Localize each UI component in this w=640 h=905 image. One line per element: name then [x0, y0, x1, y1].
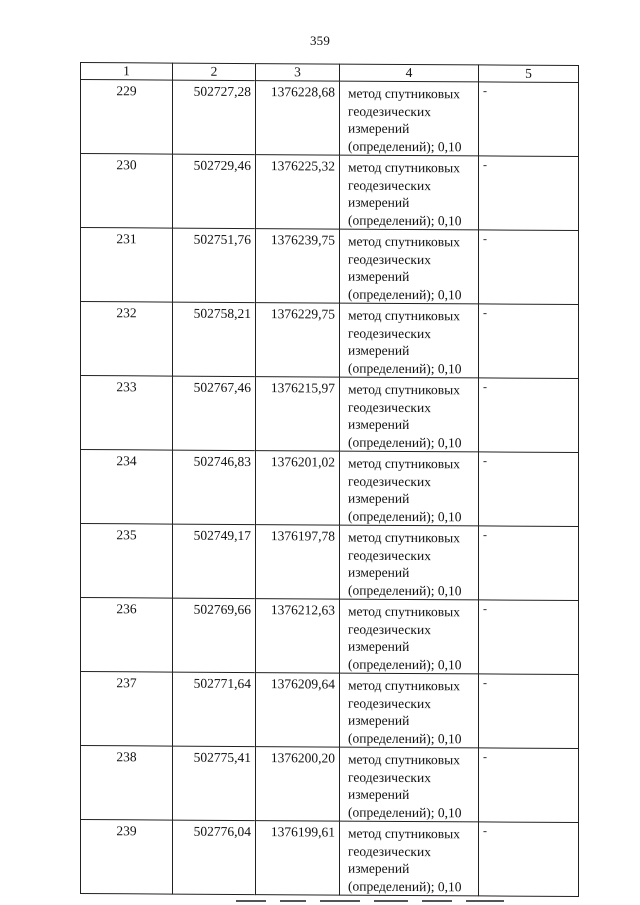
- column-5-cell: -: [479, 526, 579, 601]
- coordinate-y-cell: 1376228,68: [256, 81, 340, 156]
- page-number: 359: [309, 33, 331, 48]
- table-row: [81, 450, 579, 527]
- method-cell: метод спутниковых геодезических измерений (определений); 0,10: [340, 673, 479, 748]
- coordinate-y-cell: 1376199,61: [256, 821, 340, 896]
- method-cell: метод спутниковых геодезических измерений (определений); 0,10: [340, 377, 479, 452]
- point-number-cell: 229: [81, 80, 173, 155]
- header-col-2: 2: [173, 63, 256, 81]
- coordinate-y-cell: 1376197,78: [256, 525, 340, 600]
- coordinate-y-cell: 1376215,97: [256, 377, 340, 452]
- coordinate-x-cell: 502746,83: [173, 450, 256, 525]
- coordinate-y-cell: 1376201,02: [256, 451, 340, 526]
- table-row: [81, 746, 579, 823]
- scan-footer-artifact: [236, 900, 596, 905]
- coordinate-y-cell: 1376200,20: [256, 747, 340, 822]
- point-number-cell: 235: [81, 524, 173, 599]
- coordinate-y-cell: 1376229,75: [256, 303, 340, 378]
- table-row: [81, 672, 579, 749]
- table-row: [81, 598, 579, 675]
- coordinate-x-cell: 502776,04: [173, 820, 256, 895]
- column-5-cell: -: [479, 600, 579, 675]
- method-cell: метод спутниковых геодезических измерений (определений); 0,10: [340, 155, 479, 230]
- header-col-5: 5: [479, 65, 579, 83]
- point-number-cell: 231: [81, 228, 173, 303]
- table-row: [81, 228, 579, 305]
- method-cell: метод спутниковых геодезических измерений (определений); 0,10: [340, 451, 479, 526]
- method-cell: метод спутниковых геодезических измерений (определений); 0,10: [340, 525, 479, 600]
- point-number-cell: 234: [81, 450, 173, 525]
- coordinate-x-cell: 502771,64: [173, 672, 256, 747]
- coordinate-x-cell: 502751,76: [173, 228, 256, 303]
- table-row: [81, 820, 579, 897]
- method-cell: метод спутниковых геодезических измерений (определений); 0,10: [340, 821, 479, 896]
- point-number-cell: 233: [81, 376, 173, 451]
- point-number-cell: 232: [81, 302, 173, 377]
- method-cell: метод спутниковых геодезических измерений (определений); 0,10: [340, 229, 479, 304]
- coordinate-x-cell: 502775,41: [173, 746, 256, 821]
- table-row: [81, 302, 579, 379]
- point-number-cell: 230: [81, 154, 173, 229]
- point-number-cell: 237: [81, 672, 173, 747]
- coordinate-x-cell: 502727,28: [173, 80, 256, 155]
- header-col-1: 1: [81, 63, 173, 81]
- coordinate-y-cell: 1376225,32: [256, 155, 340, 230]
- point-number-cell: 238: [81, 746, 173, 821]
- coordinate-x-cell: 502767,46: [173, 376, 256, 451]
- table-row: [81, 376, 579, 453]
- point-number-cell: 236: [81, 598, 173, 673]
- table-row: [81, 80, 579, 157]
- header-col-3: 3: [256, 64, 340, 82]
- coordinate-x-cell: 502729,46: [173, 154, 256, 229]
- table-body: [81, 80, 579, 897]
- coordinates-table: [80, 62, 579, 897]
- column-5-cell: -: [479, 230, 579, 305]
- column-5-cell: -: [479, 452, 579, 527]
- column-5-cell: -: [479, 156, 579, 231]
- method-cell: метод спутниковых геодезических измерений (определений); 0,10: [340, 599, 479, 674]
- method-cell: метод спутниковых геодезических измерений (определений); 0,10: [340, 303, 479, 378]
- column-5-cell: -: [479, 378, 579, 453]
- header-col-4: 4: [340, 64, 479, 82]
- coordinate-y-cell: 1376209,64: [256, 673, 340, 748]
- column-5-cell: -: [479, 82, 579, 157]
- point-number-cell: 239: [81, 820, 173, 895]
- method-cell: метод спутниковых геодезических измерений (определений); 0,10: [340, 81, 479, 156]
- coordinate-x-cell: 502749,17: [173, 524, 256, 599]
- coordinate-x-cell: 502758,21: [173, 302, 256, 377]
- method-cell: метод спутниковых геодезических измерений (определений); 0,10: [340, 747, 479, 822]
- column-5-cell: -: [479, 674, 579, 749]
- table-row: [81, 154, 579, 231]
- column-5-cell: -: [479, 304, 579, 379]
- coordinate-y-cell: 1376239,75: [256, 229, 340, 304]
- column-5-cell: -: [479, 822, 579, 897]
- table-row: [81, 524, 579, 601]
- coordinate-y-cell: 1376212,63: [256, 599, 340, 674]
- coordinate-x-cell: 502769,66: [173, 598, 256, 673]
- column-5-cell: -: [479, 748, 579, 823]
